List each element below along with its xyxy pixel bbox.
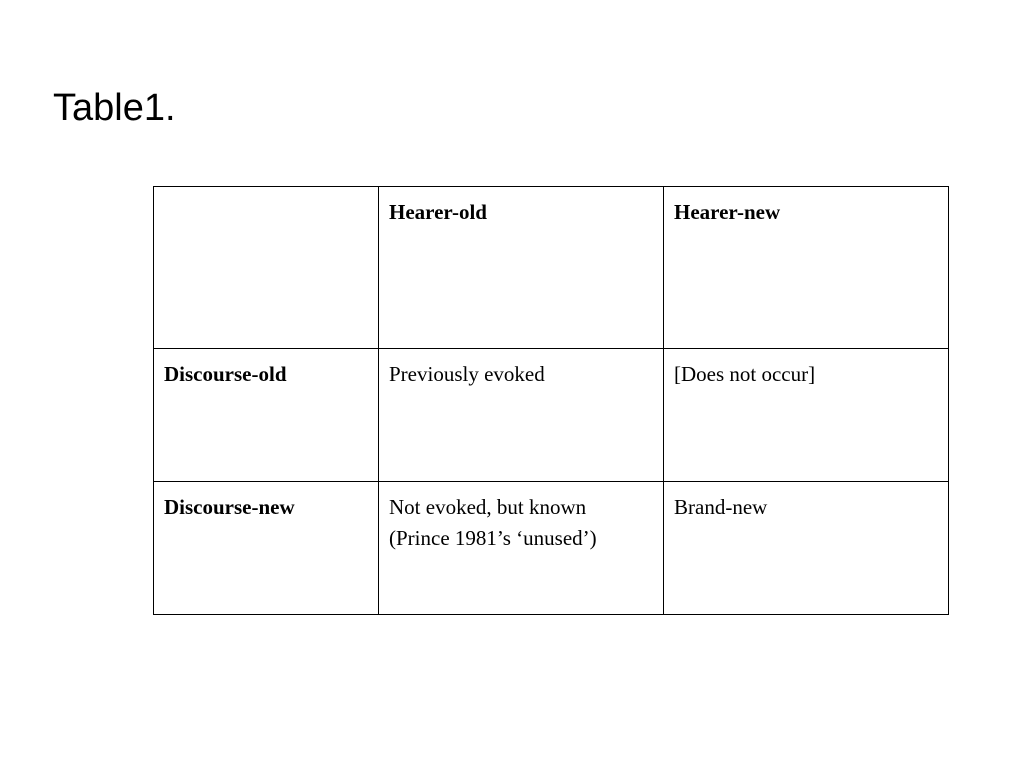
cell-text-line: Previously evoked	[389, 362, 545, 386]
table-header-row	[154, 187, 949, 349]
row-header-discourse-new: Discourse-new	[154, 482, 379, 615]
slide-title: Table1.	[53, 87, 176, 129]
cell-discourse-new-hearer-new: Brand-new	[664, 482, 949, 615]
cell-discourse-old-hearer-old	[379, 349, 664, 482]
cell-text-line: Not evoked, but known	[389, 495, 587, 519]
cell-text-line: (Prince 1981’s ‘unused’)	[389, 526, 597, 550]
information-status-table	[153, 186, 949, 615]
column-header-hearer-new: Hearer-new	[664, 187, 949, 349]
table-row-discourse-old	[154, 349, 949, 482]
cell-discourse-old-hearer-new: [Does not occur]	[664, 349, 949, 482]
row-header-discourse-old: Discourse-old	[154, 349, 379, 482]
column-header-hearer-old: Hearer-old	[379, 187, 664, 349]
cell-discourse-new-hearer-old	[379, 482, 664, 615]
corner-cell	[154, 187, 379, 349]
table-row-discourse-new	[154, 482, 949, 615]
